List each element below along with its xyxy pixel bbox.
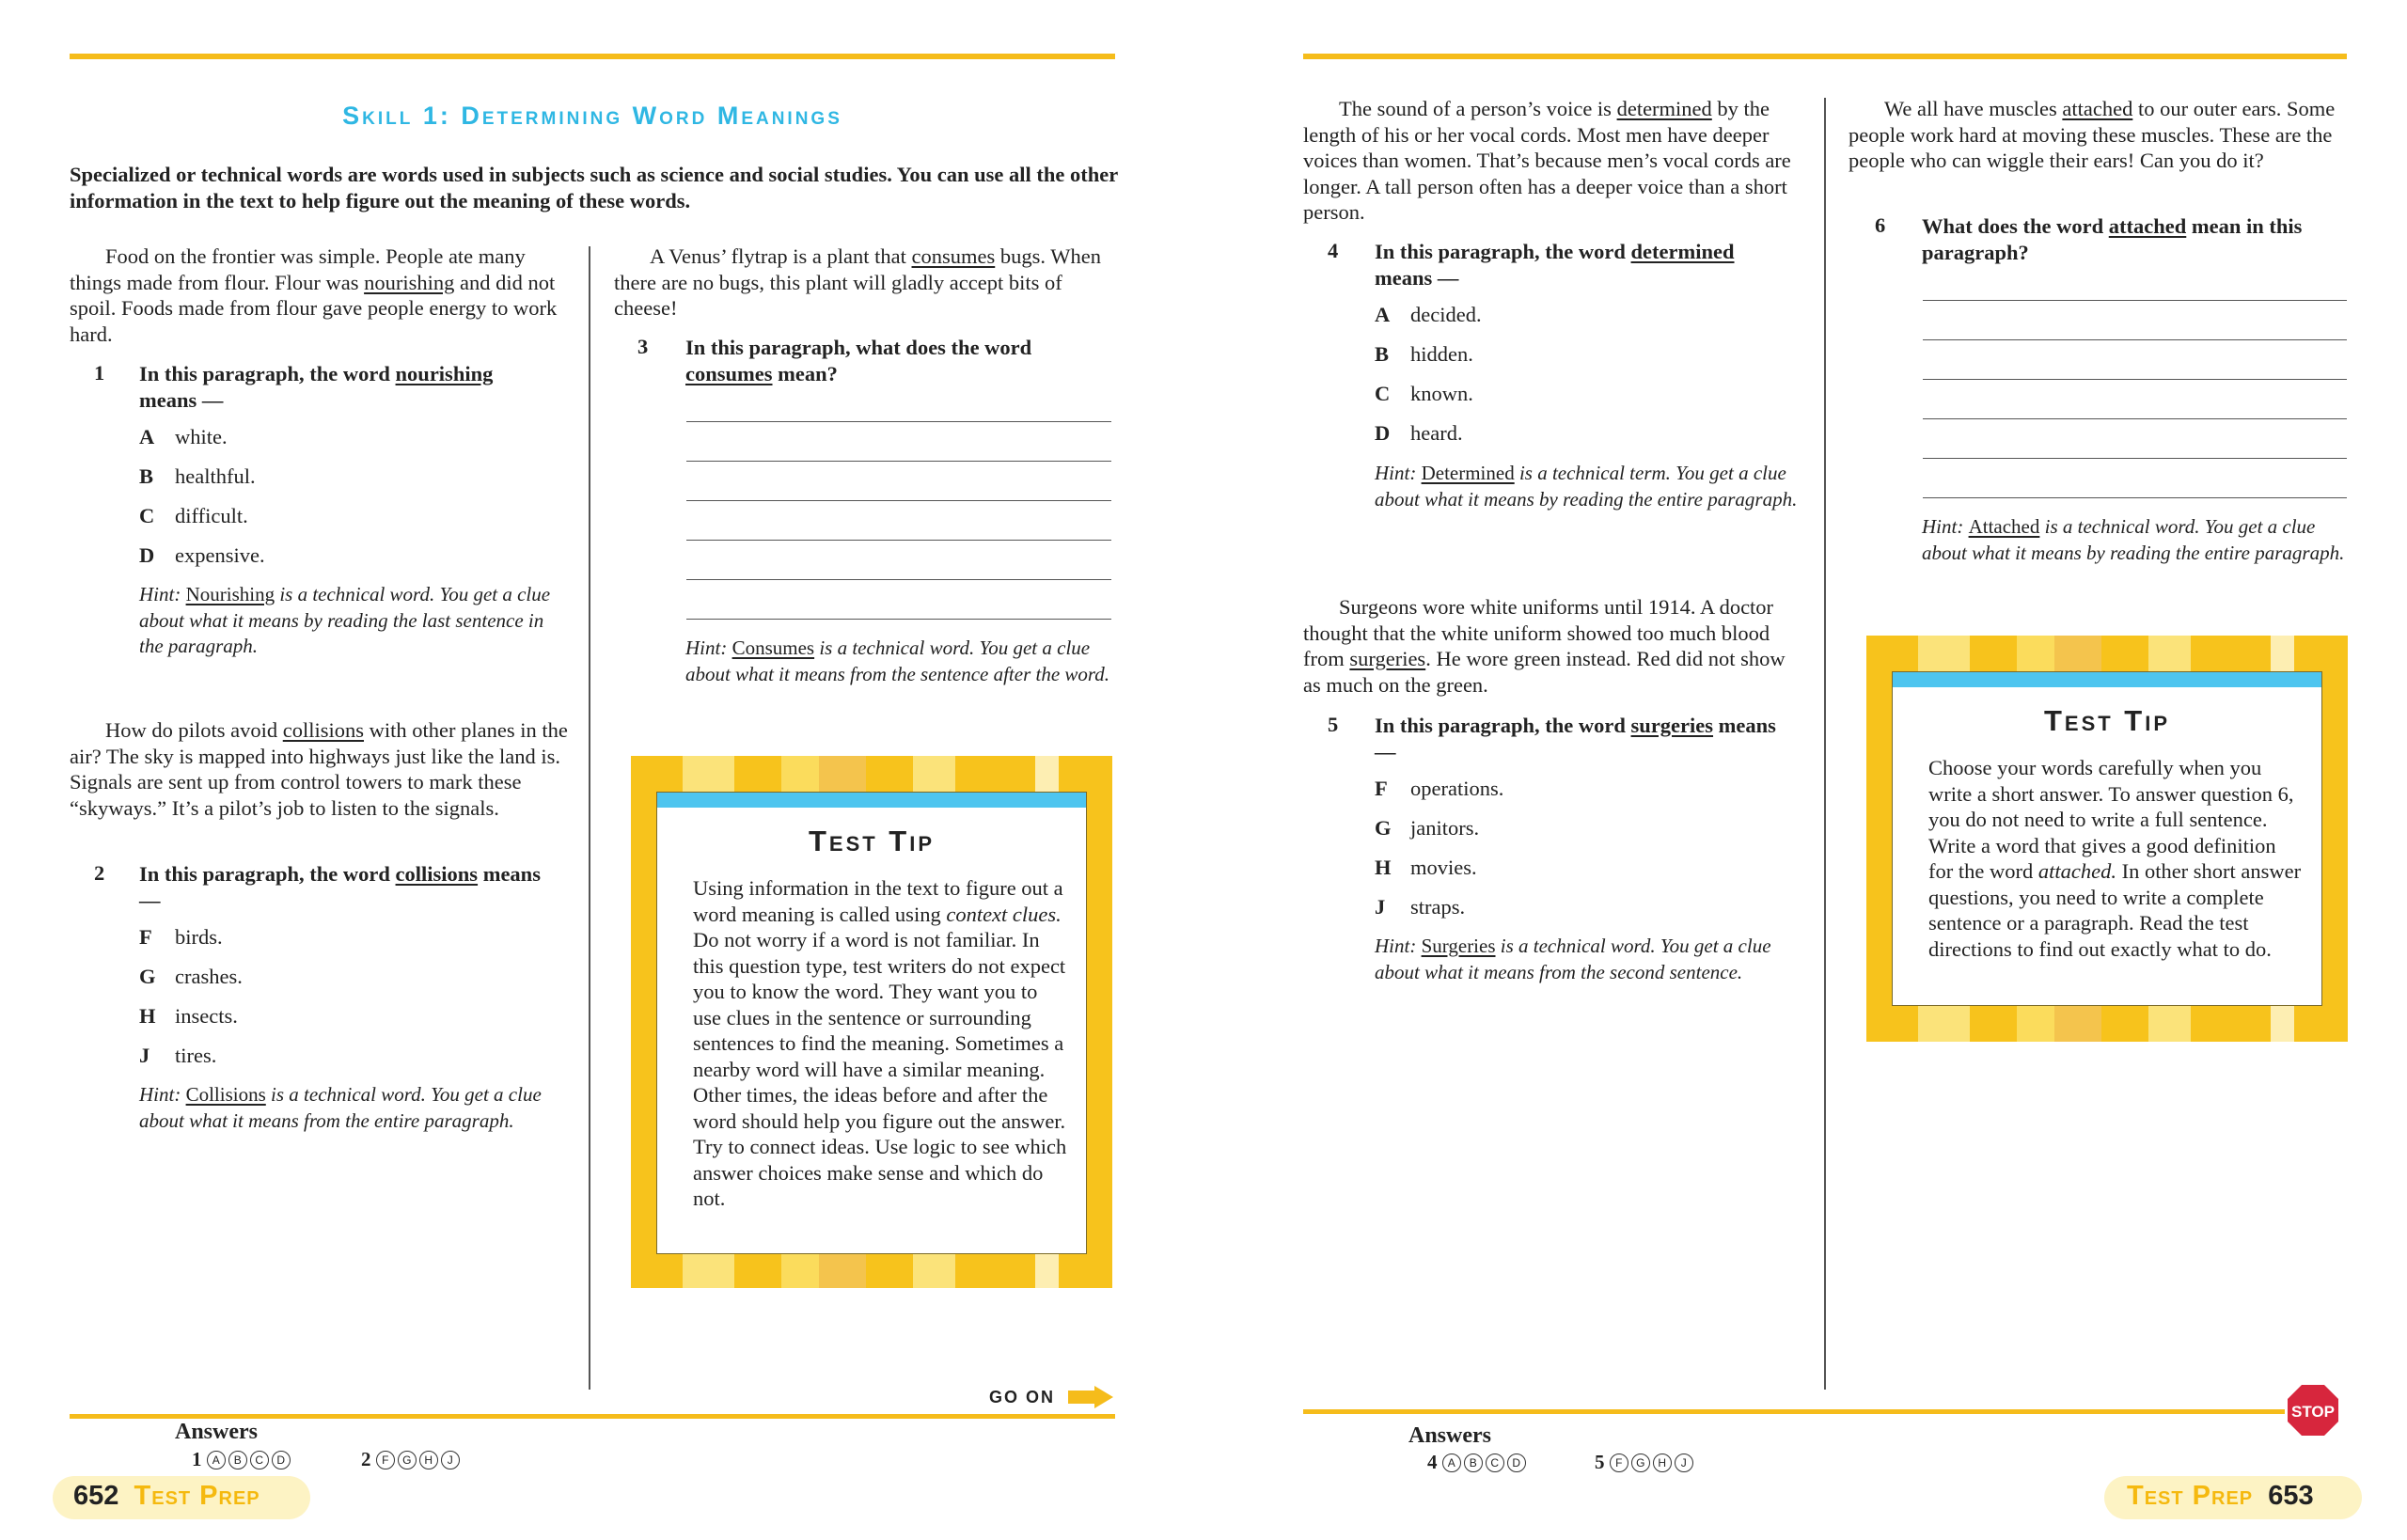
passage-2: How do pilots avoid collisions with other planes in the air? The sky is mapped into highways just like the land is. Signals are sent up from control towers to mark these “skyways.” It’s a pilot’s job to listen to the signals.: [70, 718, 568, 820]
answer-line[interactable]: [686, 619, 1111, 620]
choice-2j[interactable]: J tires.: [139, 1044, 217, 1067]
question-number: 3: [637, 335, 649, 358]
passage-3: A Venus’ flytrap is a plant that consumes bugs. When there are no bugs, this plant will gladly accept bits of cheese!: [614, 244, 1101, 320]
answer-line[interactable]: [1923, 339, 2347, 340]
answer-line[interactable]: [1923, 379, 2347, 380]
question-1: In this paragraph, the word nourishing means —: [139, 362, 494, 412]
choice-1d[interactable]: D expensive.: [139, 543, 265, 567]
test-tip-box: [631, 756, 1112, 1288]
page-number-right: Test Prep 653: [2127, 1481, 2314, 1511]
choice-4a[interactable]: A decided.: [1375, 303, 1482, 326]
choice-5j[interactable]: J straps.: [1375, 895, 1466, 919]
choice-1a[interactable]: A white.: [139, 425, 228, 448]
answer-line[interactable]: [686, 579, 1111, 580]
bottom-rule-right: [1303, 1409, 2302, 1414]
question-number: 4: [1328, 239, 1339, 262]
choice-2h[interactable]: H insects.: [139, 1004, 238, 1028]
choice-1b[interactable]: B healthful.: [139, 464, 256, 488]
choice-5g[interactable]: G janitors.: [1375, 816, 1480, 840]
bottom-rule-left: [70, 1414, 1115, 1419]
answer-bubbles-1[interactable]: 1 A B C D: [192, 1448, 293, 1471]
tip-title: Test Tip: [808, 825, 936, 857]
hint-3: Hint: Consumes is a technical word. You get a clue about what it means from the sentence after the word.: [685, 636, 1110, 685]
choice-5h[interactable]: H movies.: [1375, 856, 1477, 879]
answer-line[interactable]: [686, 540, 1111, 541]
passage-1: Food on the frontier was simple. People ate many things made from flour. Flour was nourishing and did not spoil. Foods made from flour gave people energy to work hard.: [70, 244, 558, 346]
answer-line[interactable]: [686, 421, 1111, 422]
top-rule-left: [70, 54, 1115, 59]
answer-bubbles-2[interactable]: 2 F G H J: [361, 1448, 463, 1471]
answer-line[interactable]: [1923, 458, 2347, 459]
passage-4: The sound of a person’s voice is determined by the length of his or her vocal cords. Most men have deeper voices than women. That’s because men’s vocal cords are longer. A tall person often has a deeper voice than a short person.: [1303, 97, 1791, 224]
page-number-left: 652 Test Prep: [73, 1481, 260, 1511]
question-4: In this paragraph, the word determined means —: [1375, 240, 1735, 290]
choice-1c[interactable]: C difficult.: [139, 504, 248, 527]
top-rule-right: [1303, 54, 2347, 59]
go-on-label: GO ON: [989, 1388, 1056, 1406]
answer-line[interactable]: [1923, 418, 2347, 419]
question-5: In this paragraph, the word surgeries means —: [1375, 714, 1776, 763]
tip-text: Choose your words carefully when you write a short answer. To answer question 6, you do not need to write a full sentence. Write a word that gives a good definition for the word attached. In other short answer questions, you need to write a complete sentence or a paragraph. Read the test directions to find out exactly what to do.: [1928, 756, 2302, 961]
go-on-arrow-icon: [1068, 1386, 1113, 1408]
choice-2f[interactable]: F birds.: [139, 925, 223, 949]
skill-title: Skill 1: Determining Word Meanings: [342, 102, 842, 130]
question-6: What does the word attached mean in this paragraph?: [1922, 214, 2303, 264]
column-divider: [589, 246, 590, 1390]
stop-label: STOP: [2291, 1403, 2335, 1421]
question-number: 6: [1875, 213, 1886, 237]
hint-6: Hint: Attached is a technical word. You get a clue about what it means by reading the entire paragraph.: [1922, 515, 2345, 564]
choice-4c[interactable]: C known.: [1375, 382, 1473, 405]
choice-4b[interactable]: B hidden.: [1375, 342, 1473, 366]
answer-line[interactable]: [686, 500, 1111, 501]
answers-label: Answers: [1408, 1423, 1491, 1448]
answer-line[interactable]: [1923, 497, 2347, 498]
stop-sign-icon: [2283, 1380, 2343, 1440]
answer-line[interactable]: [686, 461, 1111, 462]
question-number: 2: [94, 861, 105, 885]
question-number: 1: [94, 361, 105, 385]
intro-text: Specialized or technical words are words used in subjects such as science and social studies. You can use all the other information in the text to help figure out the meaning of these words.: [70, 163, 1118, 212]
test-tip-box: [1866, 636, 2348, 1042]
question-3: In this paragraph, what does the word consumes mean?: [685, 336, 1032, 385]
answers-label: Answers: [175, 1420, 258, 1444]
passage-5: Surgeons wore white uniforms until 1914. A doctor thought that the white uniform showed too much blood from surgeries. He wore green instead. Red did not show as much on the green.: [1303, 595, 1786, 697]
choice-4d[interactable]: D heard.: [1375, 421, 1463, 445]
hint-4: Hint: Determined is a technical term. You get a clue about what it means by reading the entire paragraph.: [1375, 462, 1798, 511]
tip-title: Test Tip: [2043, 704, 2171, 737]
passage-6: We all have muscles attached to our outer ears. Some people work hard at moving these muscles. These are the people who can wiggle their ears! Can you do it?: [1849, 97, 2336, 172]
question-2: In this paragraph, the word collisions means —: [139, 862, 541, 912]
column-divider: [1824, 98, 1826, 1390]
tip-text: Using information in the text to figure out a word meaning is called using context clues. Do not worry if a word is not familiar. In this question type, test writers do not expect you to know the word. They want you to use clues in the sentence or surrounding sentences to find the meaning. Sometimes a nearby word will have a similar meaning. Other times, the ideas before and after the word should help you figure out the answer. Try to connect ideas. Use logic to see which answer choices make sense and which do not.: [693, 876, 1067, 1210]
choice-2g[interactable]: G crashes.: [139, 965, 243, 988]
hint-2: Hint: Collisions is a technical word. You get a clue about what it means from the entire paragraph.: [139, 1083, 542, 1132]
choice-5f[interactable]: F operations.: [1375, 777, 1504, 800]
question-number: 5: [1328, 713, 1339, 736]
answer-line[interactable]: [1923, 300, 2347, 301]
answer-bubbles-4[interactable]: 4 A B C D: [1427, 1451, 1529, 1474]
hint-5: Hint: Surgeries is a technical word. You get a clue about what it means from the second sentence.: [1375, 935, 1771, 983]
hint-1: Hint: Nourishing is a technical word. You get a clue about what it means by reading the last sentence in the paragraph.: [139, 583, 551, 657]
answer-bubbles-5[interactable]: 5 F G H J: [1595, 1451, 1696, 1474]
